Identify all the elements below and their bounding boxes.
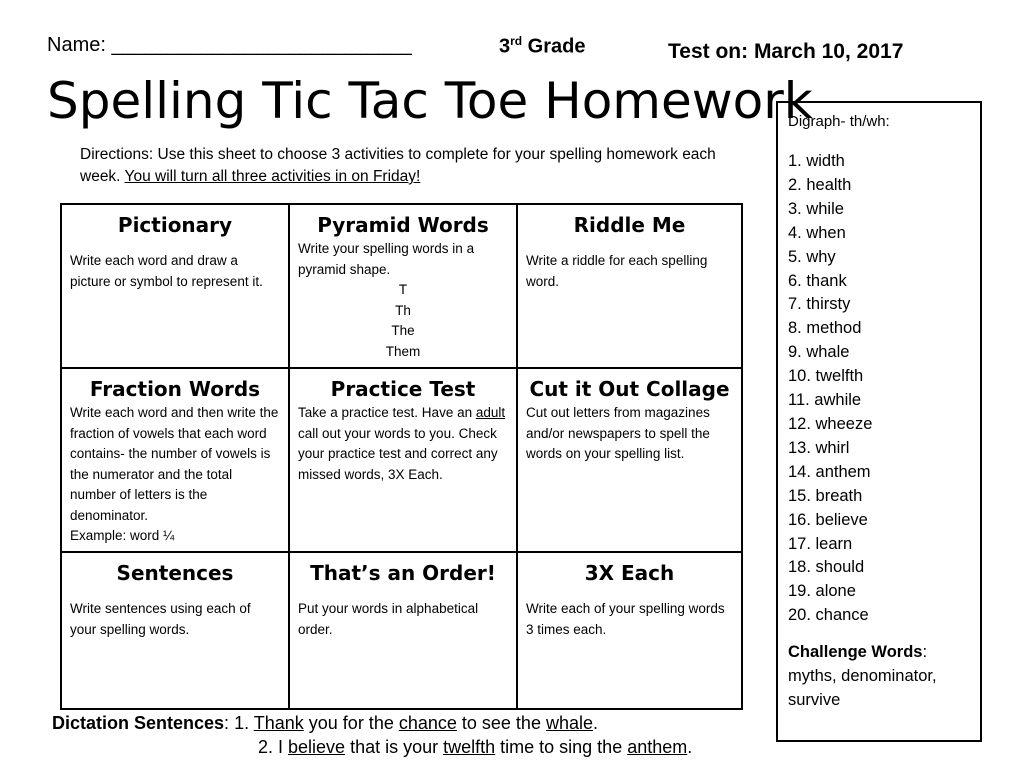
- list-item: 6. thank: [788, 271, 847, 290]
- cell-title: 3X Each: [584, 561, 675, 585]
- list-item: 2. health: [788, 175, 852, 194]
- cell-title: That’s an Order!: [310, 561, 496, 585]
- list-item: 9. whale: [788, 343, 850, 362]
- list-item: 18. should: [788, 558, 865, 577]
- cell-text: Write each word and draw a picture or symbol to represent it.: [70, 253, 263, 289]
- name-blank[interactable]: ___________________________: [111, 34, 412, 56]
- cell-thats-an-order[interactable]: [290, 553, 518, 708]
- name-line[interactable]: [47, 34, 412, 57]
- pyramid-line: Th: [395, 302, 411, 318]
- cell-riddle-me[interactable]: [518, 205, 741, 369]
- list-item: 11. awhile: [788, 391, 862, 410]
- tic-tac-toe-grid: [60, 203, 743, 710]
- list-item: 4. when: [788, 223, 846, 242]
- cell-pictionary[interactable]: [62, 205, 290, 369]
- list-item: 1. width: [788, 152, 845, 170]
- cell-title: Fraction Words: [89, 377, 261, 401]
- cell-sentences[interactable]: [62, 553, 290, 708]
- cell-text: Write your spelling words in a pyramid shape.: [298, 241, 475, 277]
- page-title: Spelling Tic Tac Toe Homework: [47, 72, 813, 130]
- cell-text: Put your words in alphabetical order.: [298, 601, 479, 637]
- list-item: 13. whirl: [788, 438, 850, 457]
- cell-title: Cut it Out Collage: [529, 377, 730, 401]
- cell-example: Example: word ¼: [70, 528, 175, 543]
- list-item: 17. learn: [788, 534, 853, 553]
- cell-cut-it-out-collage[interactable]: [518, 369, 741, 553]
- dictation-sentence-2: 2. I believe that is your twelfth time to sing the anthem.: [258, 737, 693, 757]
- cell-text: Write each word and then write the fraction of vowels that each word contains- the number of vowels is the numerator and the total number of letters is the denominator.: [70, 405, 279, 523]
- test-date: Test on: March 10, 2017: [668, 40, 904, 63]
- pyramid-line: The: [391, 323, 415, 338]
- list-item: 12. wheeze: [788, 414, 873, 433]
- cell-text: Cut out letters from magazines and/or newspapers to spell the words on your spelling list.: [526, 405, 710, 461]
- pyramid-line: Them: [385, 343, 421, 359]
- dictation-sentence-1: Dictation Sentences: 1. Thank you for the chance to see the whale.: [52, 713, 598, 733]
- list-item: 20. chance: [788, 606, 869, 625]
- list-item: 5. why: [788, 247, 836, 266]
- directions: Directions: Use this sheet to choose 3 activities to complete for your spelling homework each week. You will turn all three activities in on Friday!: [80, 146, 716, 185]
- cell-practice-test[interactable]: [290, 369, 518, 553]
- list-heading: Digraph- th/wh:: [788, 113, 890, 130]
- list-item: 15. breath: [788, 486, 863, 505]
- list-item: 10. twelfth: [788, 367, 864, 386]
- pyramid-line: T: [398, 282, 408, 297]
- list-item: 16. believe: [788, 510, 868, 529]
- list-item: 3. while: [788, 199, 844, 218]
- list-item: 19. alone: [788, 582, 856, 601]
- cell-3x-each[interactable]: [518, 553, 741, 708]
- list-item: 7. thirsty: [788, 295, 851, 314]
- spelling-word-list: [776, 101, 982, 742]
- cell-title: Pictionary: [117, 213, 233, 237]
- cell-text: Write each of your spelling words 3 times each.: [526, 601, 725, 637]
- name-label: Name:: [47, 34, 106, 56]
- cell-title: Pyramid Words: [317, 213, 489, 237]
- challenge-words: Challenge Words: myths, denominator, survive: [788, 643, 937, 710]
- cell-text: Take a practice test. Have an adult call out your words to you. Check your practice test and correct any missed words, 3X Each.: [298, 405, 506, 482]
- cell-title: Riddle Me: [573, 213, 686, 237]
- cell-text: Write a riddle for each spelling word.: [526, 253, 708, 289]
- cell-title: Practice Test: [330, 377, 476, 401]
- cell-text: Write sentences using each of your spelling words.: [70, 601, 251, 637]
- cell-pyramid-words[interactable]: [290, 205, 518, 369]
- cell-title: Sentences: [116, 561, 234, 585]
- list-item: 14. anthem: [788, 462, 871, 481]
- grade-label: 3rd Grade: [499, 34, 586, 58]
- list-item: 8. method: [788, 319, 862, 338]
- cell-fraction-words[interactable]: [62, 369, 290, 553]
